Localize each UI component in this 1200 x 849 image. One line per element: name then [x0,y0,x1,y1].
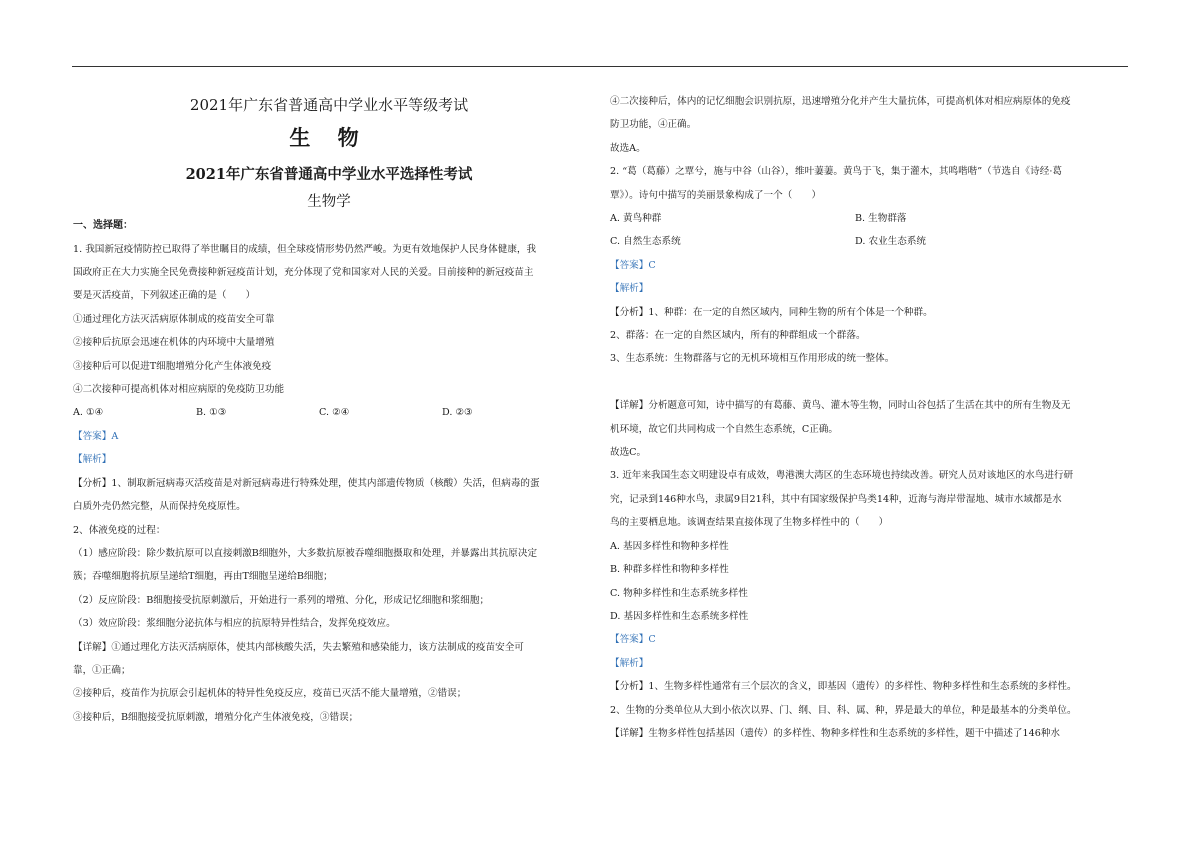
q1-statement: ④二次接种可提高机体对相应病原的免疫防卫功能 [73,384,285,396]
q3-analysis-label: 【解析】 [610,657,649,669]
q1-body-line: 靠，①正确； [73,664,131,676]
section-heading: 一、选择题： [73,220,133,232]
q3-line: 鸟的主要栖息地。该调查结果直接体现了生物多样性中的（ ） [610,517,889,529]
q1-body-line: 白质外壳仍然完整，从而保持免疫原性。 [73,501,246,513]
q2-body-line: 【分析】1、种群：在一定的自然区域内，同种生物的所有个体是一个种群。 [610,306,933,318]
q2-detail-line: 故选C。 [610,447,647,459]
q3-body-line: 2、生物的分类单位从大到小依次以界、门、纲、目、科、属、种，界是最大的单位，种是最基本的分类单位。 [610,704,1077,716]
q2-body-line: 3、生态系统：生物群落与它的无机环境相互作用形成的统一整体。 [610,353,895,365]
q2-option-d: D. 农业生态系统 [855,236,927,248]
q3-body-line: 【分析】1、生物多样性通常有三个层次的含义，即基因（遗传）的多样性、物种多样性和生态系统的多样性。 [610,681,1077,693]
q1-body-line: （1）感应阶段：除少数抗原可以直接刺激B细胞外，大多数抗原被吞噬细胞摄取和处理，并暴露出其抗原决定 [73,547,538,559]
q1-body-line: 【分析】1、制取新冠病毒灭活疫苗是对新冠病毒进行特殊处理，使其内部遗传物质（核酸）失活，但病毒的蛋 [73,477,540,489]
q1-body-line: ②接种后，疫苗作为抗原会引起机体的特异性免疫反应，疫苗已灭活不能大量增殖，②错误； [73,688,467,700]
q2-options-row-1 [610,207,1128,230]
left-column [73,90,585,729]
q1-option-a: A. ①④ [73,407,104,419]
q2-option-b: B. 生物群落 [855,213,907,225]
q2-answer: 【答案】C [610,259,656,271]
q3-body-line: 【详解】生物多样性包括基因（遗传）的多样性、物种多样性和生态系统的多样性，题干中描述了146种水 [610,727,1061,739]
q3-option-d: D. 基因多样性和生态系统多样性 [610,610,749,622]
q2-options-row-2 [610,230,1128,253]
q2-analysis-label: 【解析】 [610,283,649,295]
q1-statement: ②接种后抗原会迅速在机体的内环境中大量增殖 [73,337,275,349]
q1-statement: ③接种后可以促进T细胞增殖分化产生体液免疫 [73,360,272,372]
q1-option-b: B. ①③ [196,407,227,419]
q1-cont-line: 故选A。 [610,142,646,154]
blank-line [610,371,1128,394]
q1-analysis-label: 【解析】 [73,454,112,466]
q3-option-a: A. 基因多样性和物种多样性 [610,540,729,552]
q1-body-line: 簇；吞噬细胞将抗原呈递给T细胞，再由T细胞呈递给B细胞； [73,571,333,583]
q3-option-b: B. 种群多样性和物种多样性 [610,564,729,576]
header-rule [72,66,1128,67]
q1-line: 国政府正在大力实施全民免费接种新冠疫苗计划，充分体现了党和国家对人民的关爱。目前接种的新冠疫苗主 [73,267,534,279]
exam-title-1: 2021年广东省普通高中学业水平等级考试 [189,96,469,114]
q2-body-line: 2、群落：在一定的自然区域内，所有的种群组成一个群落。 [610,330,866,342]
q1-line: 要是灭活疫苗，下列叙述正确的是（ ） [73,290,256,302]
q1-options [73,401,585,424]
q1-body-line: 2、体液免疫的过程： [73,524,166,536]
q1-body-line: （2）反应阶段：B细胞接受抗原刺激后，开始进行一系列的增殖、分化，形成记忆细胞和浆细胞； [73,594,490,606]
q1-cont-line: ④二次接种后，体内的记忆细胞会识别抗原，迅速增殖分化并产生大量抗体，可提高机体对相应病原体的免疫 [610,96,1071,107]
q1-body-line: ③接种后，B细胞接受抗原刺激，增殖分化产生体液免疫，③错误； [73,711,359,723]
q3-option-c: C. 物种多样性和生态系统多样性 [610,587,748,599]
q2-line: 2. “葛（葛藤）之覃兮，施与中谷（山谷），维叶萋萋。黄鸟于飞，集于灌木，其鸣喈喈”（节选自《诗经·葛 [610,166,1062,178]
q2-detail-line: 【详解】分析题意可知，诗中描写的有葛藤、黄鸟、灌木等生物，同时山谷包括了生活在其中的所有生物及无 [610,400,1071,412]
q3-line: 究，记录到146种水鸟，隶属9目21科，其中有国家级保护鸟类14种，近海与海岸带湿地、城市水域都是水 [610,493,1062,505]
subject-title-2: 生物学 [307,193,351,210]
q2-detail-line: 机环境，故它们共同构成一个自然生态系统，C正确。 [610,423,838,435]
q1-option-d: D. ②③ [442,407,473,419]
q1-answer: 【答案】A [73,430,119,442]
exam-title-2: 2021年广东省普通高中学业水平选择性考试 [185,166,473,184]
q1-cont-line: 防卫功能，④正确。 [610,119,697,131]
q1-line: 1. 我国新冠疫情防控已取得了举世瞩目的成绩，但全球疫情形势仍然严峻。为更有效地保护人民身体健康，我 [73,243,537,255]
q1-body-line: 【详解】①通过理化方法灭活病原体，使其内部核酸失活，失去繁殖和感染能力，该方法制成的疫苗安全可 [73,641,524,653]
q3-answer: 【答案】C [610,634,656,646]
q1-body-line: （3）效应阶段：浆细胞分泌抗体与相应的抗原特异性结合，发挥免疫效应。 [73,618,396,630]
q2-option-a: A. 黄鸟种群 [610,213,662,225]
q1-option-c: C. ②④ [319,407,350,419]
subject-title-1: 生 物 [289,125,369,151]
q3-line: 3. 近年来我国生态文明建设卓有成效，粤港澳大湾区的生态环境也持续改善。研究人员对该地区的水鸟进行研 [610,470,1074,482]
q2-option-c: C. 自然生态系统 [610,236,681,248]
q1-statement: ①通过理化方法灭活病原体制成的疫苗安全可靠 [73,313,275,325]
right-column [610,90,1128,745]
q2-line: 覃》）。诗句中描写的美丽景象构成了一个（ ） [610,189,822,201]
